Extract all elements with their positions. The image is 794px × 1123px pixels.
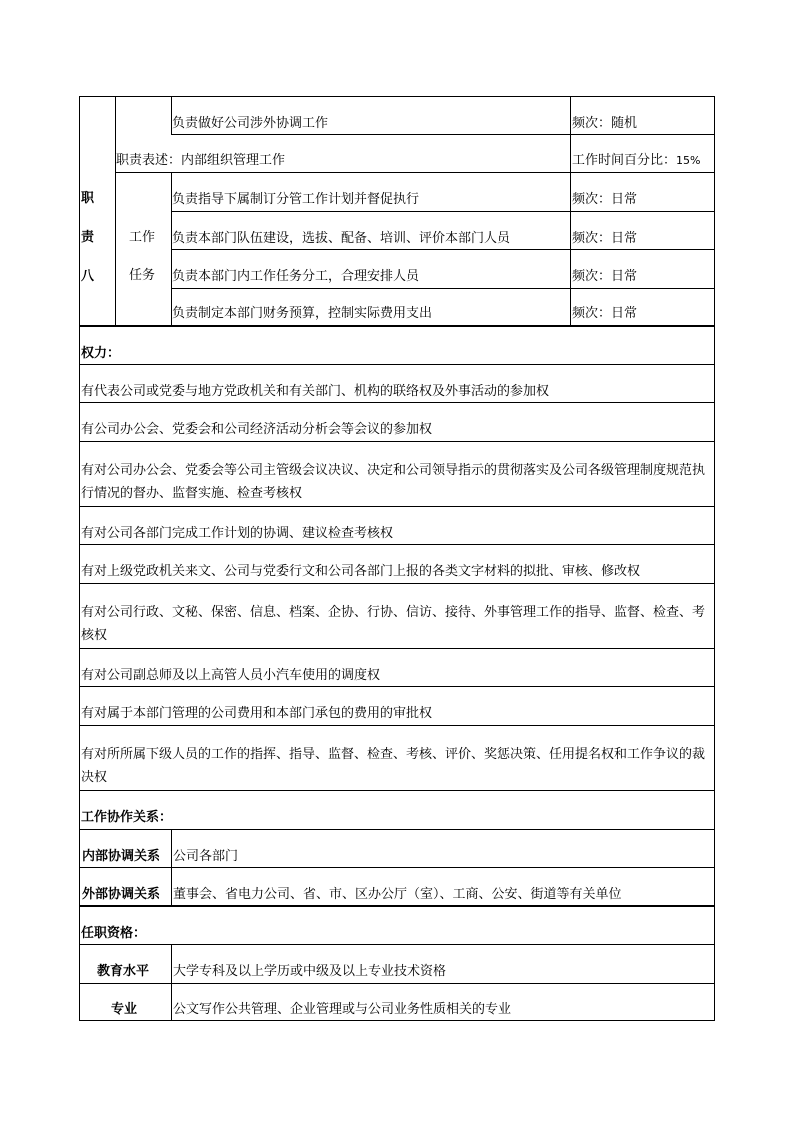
divider	[79, 648, 715, 649]
power-item: 有对公司办公会、党委会等公司主管级会议决议、决定和公司领导指示的贯彻落实及公司各级管理制度规范执行情况的督办、监督实施、检查考核权	[81, 463, 706, 501]
frequency-text: 频次：日常	[572, 269, 638, 284]
education-label: 教育水平	[97, 964, 150, 979]
divider	[79, 905, 715, 907]
major-label: 专业	[111, 1002, 138, 1017]
cooperation-heading: 工作协作关系：	[81, 810, 173, 825]
task-text: 负责制定本部门财务预算，控制实际费用支出	[172, 306, 433, 321]
duty-text: 负责做好公司涉外协调工作	[172, 116, 329, 131]
divider	[79, 829, 715, 830]
divider	[115, 96, 116, 326]
divider	[79, 402, 715, 403]
powers-heading: 权力：	[81, 346, 121, 361]
divider	[115, 172, 715, 173]
table-border-bottom	[79, 1020, 715, 1021]
divider	[171, 249, 715, 250]
power-item: 有代表公司或党委与地方党政机关和有关部门、机构的联络权及外事活动的参加权	[81, 384, 550, 399]
divider	[171, 288, 715, 289]
side-label-char: 八	[81, 269, 95, 284]
divider	[79, 944, 715, 945]
divider	[171, 944, 172, 1021]
frequency-text: 频次：随机	[572, 116, 638, 131]
divider	[79, 325, 715, 327]
power-item: 有对上级党政机关来文、公司与党委行文和公司各部门上报的各类文字材料的拟批、审核、修改权	[81, 564, 641, 579]
education-value: 大学专科及以上学历或中级及以上专业技术资格	[173, 964, 447, 979]
divider	[79, 790, 715, 791]
task-text: 负责指导下属制订分管工作计划并督促执行	[172, 192, 420, 207]
divider	[79, 983, 715, 984]
external-coordination-value: 董事会、省电力公司、省、市、区办公厅（室）、工商、公安、街道等有关单位	[173, 887, 622, 902]
time-percent	[572, 152, 700, 170]
divider	[79, 544, 715, 545]
qualifications-heading: 任职资格：	[81, 926, 147, 941]
task-text: 负责本部门内工作任务分工，合理安排人员	[172, 269, 420, 284]
internal-coordination-label: 内部协调关系	[82, 849, 161, 864]
divider	[79, 506, 715, 507]
time-percent-label: 工作时间百分比：	[572, 153, 677, 168]
task-label: 任务	[129, 268, 156, 283]
major-value: 公文写作公共管理、企业管理或与公司业务性质相关的专业	[173, 1002, 512, 1017]
power-item: 有对所所属下级人员的工作的指挥、指导、监督、检查、考核、评价、奖惩决策、任用提名权和工作争议的裁决权	[81, 747, 706, 785]
frequency-text: 频次：日常	[572, 306, 638, 321]
time-percent-value: 15%	[676, 154, 701, 167]
side-label-char: 责	[81, 230, 95, 245]
divider	[171, 134, 715, 135]
divider	[79, 725, 715, 726]
power-item: 有对公司副总师及以上高管人员小汽车使用的调度权	[81, 668, 381, 683]
task-label: 工作	[129, 230, 156, 245]
duty-statement: 职责表述：内部组织管理工作	[116, 153, 286, 168]
external-coordination-label: 外部协调关系	[82, 887, 161, 902]
frequency-text: 频次：日常	[572, 192, 638, 207]
divider	[171, 829, 172, 906]
divider	[79, 686, 715, 687]
internal-coordination-value: 公司各部门	[173, 849, 239, 864]
table-border-top	[79, 96, 715, 97]
divider	[79, 867, 715, 868]
frequency-text: 频次：日常	[572, 231, 638, 246]
power-item: 有对公司各部门完成工作计划的协调、建议检查考核权	[81, 526, 394, 541]
side-label-char: 职	[81, 191, 95, 206]
divider	[79, 583, 715, 584]
power-item: 有对公司行政、文秘、保密、信息、档案、企协、行协、信访、接待、外事管理工作的指导、监督、检查、考核权	[81, 605, 706, 643]
divider	[79, 364, 715, 365]
divider	[79, 441, 715, 442]
power-item: 有公司办公会、党委会和公司经济活动分析会等会议的参加权	[81, 422, 433, 437]
table-border-right	[714, 96, 715, 1021]
power-item: 有对属于本部门管理的公司费用和本部门承包的费用的审批权	[81, 706, 433, 721]
task-text: 负责本部门队伍建设，选拔、配备、培训、评价本部门人员	[172, 231, 511, 246]
divider	[171, 211, 715, 212]
table-border-left	[79, 96, 80, 1021]
